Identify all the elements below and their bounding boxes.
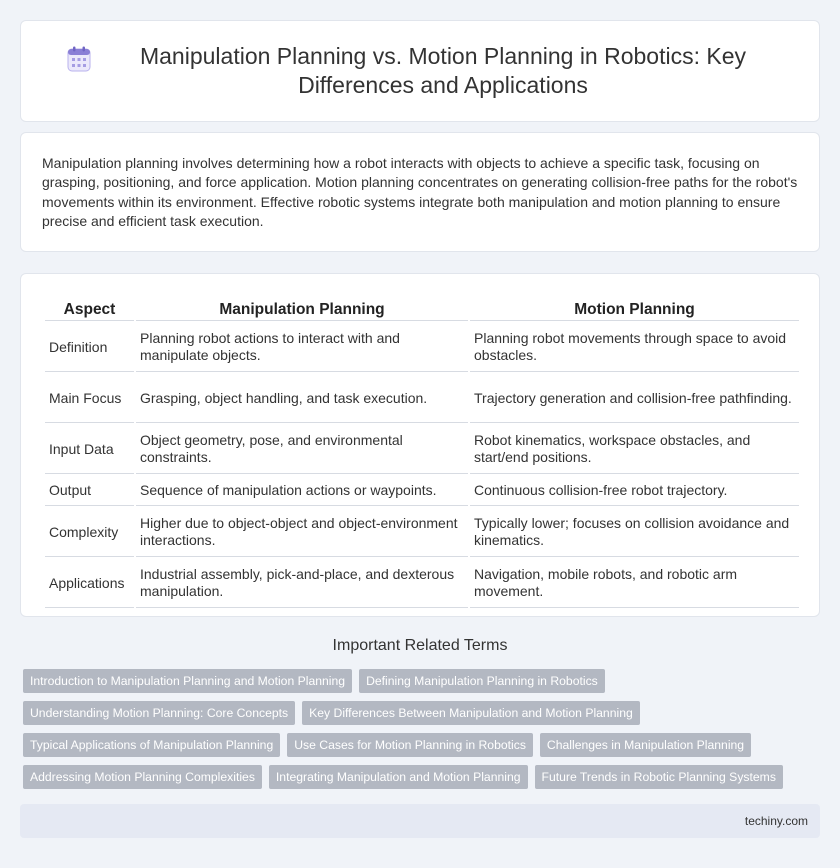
table-header-row xyxy=(45,298,799,321)
cell-manipulation: Object geometry, pose, and environmental constraints. xyxy=(136,425,468,474)
cell-motion: Typically lower; focuses on collision avoidance and kinematics. xyxy=(470,508,799,557)
term-tag[interactable]: Typical Applications of Manipulation Planning xyxy=(23,733,280,757)
cell-aspect: Input Data xyxy=(45,425,134,474)
term-tag[interactable]: Use Cases for Motion Planning in Robotics xyxy=(287,733,533,757)
term-row xyxy=(23,669,803,693)
footer xyxy=(20,804,820,838)
table-row xyxy=(45,374,799,423)
related-terms-heading: Important Related Terms xyxy=(332,637,508,654)
term-tag[interactable]: Understanding Motion Planning: Core Concepts xyxy=(23,701,295,725)
comparison-table-card xyxy=(20,273,820,617)
cell-aspect: Complexity xyxy=(45,508,134,557)
term-tag[interactable]: Introduction to Manipulation Planning and Motion Planning xyxy=(23,669,352,693)
header-motion-planning: Motion Planning xyxy=(470,298,799,321)
cell-aspect: Applications xyxy=(45,559,134,608)
table-row xyxy=(45,508,799,557)
cell-manipulation: Grasping, object handling, and task execution. xyxy=(136,374,468,423)
calendar-icon xyxy=(67,46,91,72)
term-tag[interactable]: Key Differences Between Manipulation and Motion Planning xyxy=(302,701,640,725)
term-tag[interactable]: Future Trends in Robotic Planning Systems xyxy=(535,765,783,789)
cell-aspect: Definition xyxy=(45,323,134,372)
term-tag[interactable]: Addressing Motion Planning Complexities xyxy=(23,765,262,789)
term-tag[interactable]: Defining Manipulation Planning in Robotics xyxy=(359,669,605,693)
cell-motion: Continuous collision-free robot trajectory. xyxy=(470,476,799,506)
footer-site-link[interactable]: techiny.com xyxy=(744,814,808,828)
cell-motion: Robot kinematics, workspace obstacles, and start/end positions. xyxy=(470,425,799,474)
cell-manipulation: Planning robot actions to interact with and manipulate objects. xyxy=(136,323,468,372)
comparison-table xyxy=(43,296,801,610)
cell-motion: Planning robot movements through space to avoid obstacles. xyxy=(470,323,799,372)
cell-motion: Trajectory generation and collision-free pathfinding. xyxy=(470,374,799,423)
cell-manipulation: Higher due to object-object and object-environment interactions. xyxy=(136,508,468,557)
table-row xyxy=(45,476,799,506)
cell-aspect: Main Focus xyxy=(45,374,134,423)
term-row xyxy=(23,765,803,789)
cell-aspect: Output xyxy=(45,476,134,506)
page-title: Manipulation Planning vs. Motion Planning in Robotics: Key Differences and Applications xyxy=(139,43,747,98)
cell-motion: Navigation, mobile robots, and robotic arm movement. xyxy=(470,559,799,608)
term-row xyxy=(23,733,803,757)
intro-paragraph: Manipulation planning involves determining how a robot interacts with objects to achieve a specific task, focusing on grasping, positioning, and force application. Motion planning concentrates on generating collision-free paths for the robot's movements within its environment. Effective robotic systems integrate both manipulation and motion planning to ensure precise and efficient task execution. xyxy=(42,155,798,229)
term-tag[interactable]: Integrating Manipulation and Motion Planning xyxy=(269,765,528,789)
term-tag[interactable]: Challenges in Manipulation Planning xyxy=(540,733,751,757)
related-terms xyxy=(23,669,803,797)
cell-manipulation: Industrial assembly, pick-and-place, and dexterous manipulation. xyxy=(136,559,468,608)
cell-manipulation: Sequence of manipulation actions or waypoints. xyxy=(136,476,468,506)
intro-card xyxy=(20,132,820,252)
title-card xyxy=(20,20,820,122)
title-wrap xyxy=(27,42,813,100)
header-manipulation-planning: Manipulation Planning xyxy=(136,298,468,321)
table-row xyxy=(45,559,799,608)
table-row xyxy=(45,425,799,474)
term-row xyxy=(23,701,803,725)
header-aspect: Aspect xyxy=(45,298,134,321)
table-row xyxy=(45,323,799,372)
